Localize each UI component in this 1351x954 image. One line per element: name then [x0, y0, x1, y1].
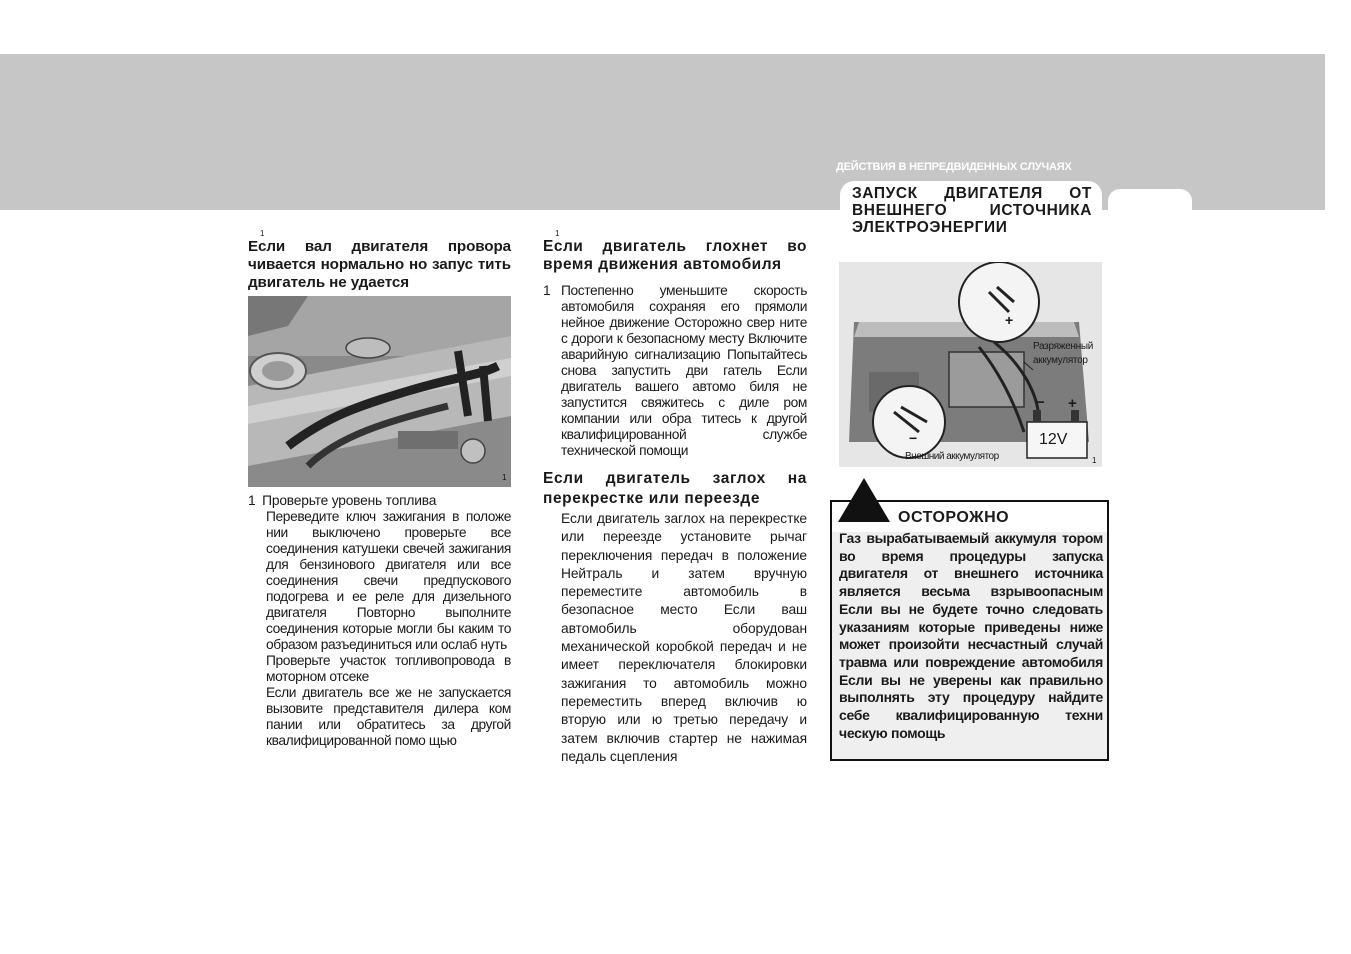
header-band: [0, 54, 1325, 210]
middle-list-item: [543, 283, 807, 459]
external-battery-label: Внешний аккумулятор: [905, 451, 999, 462]
section-label: ДЕЙСТВИЯ В НЕПРЕДВИДЕННЫХ СЛУЧАЯХ: [836, 161, 1072, 173]
figure-number: 1: [1092, 456, 1097, 465]
plus-sign-right: +: [1068, 395, 1077, 412]
minus-sign-right: −: [1036, 394, 1045, 411]
battery-voltage-label: 12V: [1039, 431, 1068, 448]
footnote-marker: 1: [555, 229, 560, 238]
list-item-number: 1: [543, 283, 551, 298]
middle-paragraph: Если двигатель заглох на перекрестке или переезде установите рычаг переключения передач в положение Нейтраль и затем вручную переместите автомобиль в безопасное место Если ваш автомобиль оборудован механической коробкой передач и не имеет переключателя блокировки зажигания то автомобиль можно переместить вперед включив ю вторую или ю третью передачу и затем включив стартер не нажимая педаль сцепления: [561, 511, 807, 764]
jumpstart-diagram: [839, 262, 1102, 467]
figure-number: 1: [502, 473, 507, 482]
page-tab: [1108, 189, 1192, 213]
left-heading: Если вал двигателя провора чивается нормально но запус тить двигатель не удается: [248, 238, 511, 291]
plus-sign-top: +: [1005, 312, 1014, 328]
left-list: [248, 493, 511, 749]
middle-heading-2: Если двигатель заглох на перекрестке или переезде: [543, 470, 807, 507]
engine-illustration: [248, 296, 511, 487]
list-item-text: Проверьте уровень топлива: [262, 493, 437, 508]
left-paragraph-3: Если двигатель все же не запускается вызовите представителя дилера ком пании или обратитесь за другой квалифицированной помо щью: [266, 685, 511, 748]
warning-text: Газ вырабатываемый аккумуля тором во время процедуры запуска двигателя от внешнего источника является весьма взрывоопасным Если вы не будете точно следовать указаниям которые приведены ниже может произойти несчастный случай травма или повреждение автомобиля Если вы не уверены как правильно выполнять эту процедуру найдите себе квалифицированную техни ческую помощь: [839, 530, 1103, 741]
discharged-battery-label: Разряженный аккумулятор: [1033, 341, 1094, 366]
left-column: [248, 229, 511, 292]
engine-photo: [248, 296, 511, 487]
left-paragraph-1: Переведите ключ зажигания в положе нии выключено проверьте все соединения катушеки свечей зажигания для бензинового двигателя или все соединения свечи предпускового подогрева и ее реле для дизельного двигателя Повторно выполните соединения которые могли бы каким то образом разъединиться или ослаб нуть: [266, 509, 511, 652]
warning-title: ОСТОРОЖНО: [898, 509, 1010, 526]
middle-heading-1: Если двигатель глохнет во время движения автомобиля: [543, 238, 807, 273]
list-item-number: 1: [248, 493, 256, 508]
middle-item-text: Постепенно уменьшите скорость автомобиля сохраняя его прямоли нейное движение Осторожно свер ните с дороги к безопасному месту Включите аварийную сигнализацию Попытайтесь снова запустить дви гатель Если двигатель вашего автомо биля не запустится свяжитесь с диле ром компании или обра титесь к другой квалифицированной службе технической помощи: [561, 283, 807, 458]
list-item-first-line: [248, 493, 511, 509]
title-box: [840, 181, 1102, 243]
page-title: ЗАПУСК ДВИГАТЕЛЯ ОТ ВНЕШНЕГО ИСТОЧНИКА ЭЛЕКТРОЭНЕРГИИ: [852, 185, 1092, 236]
left-paragraph-2: Проверьте участок топливопровода в моторном отсеке: [266, 653, 511, 684]
warning-box: [830, 500, 1109, 761]
minus-sign-left: −: [909, 430, 918, 446]
warning-triangle-icon: [838, 478, 890, 522]
middle-column: [543, 229, 807, 766]
footnote-marker: 1: [260, 229, 265, 238]
